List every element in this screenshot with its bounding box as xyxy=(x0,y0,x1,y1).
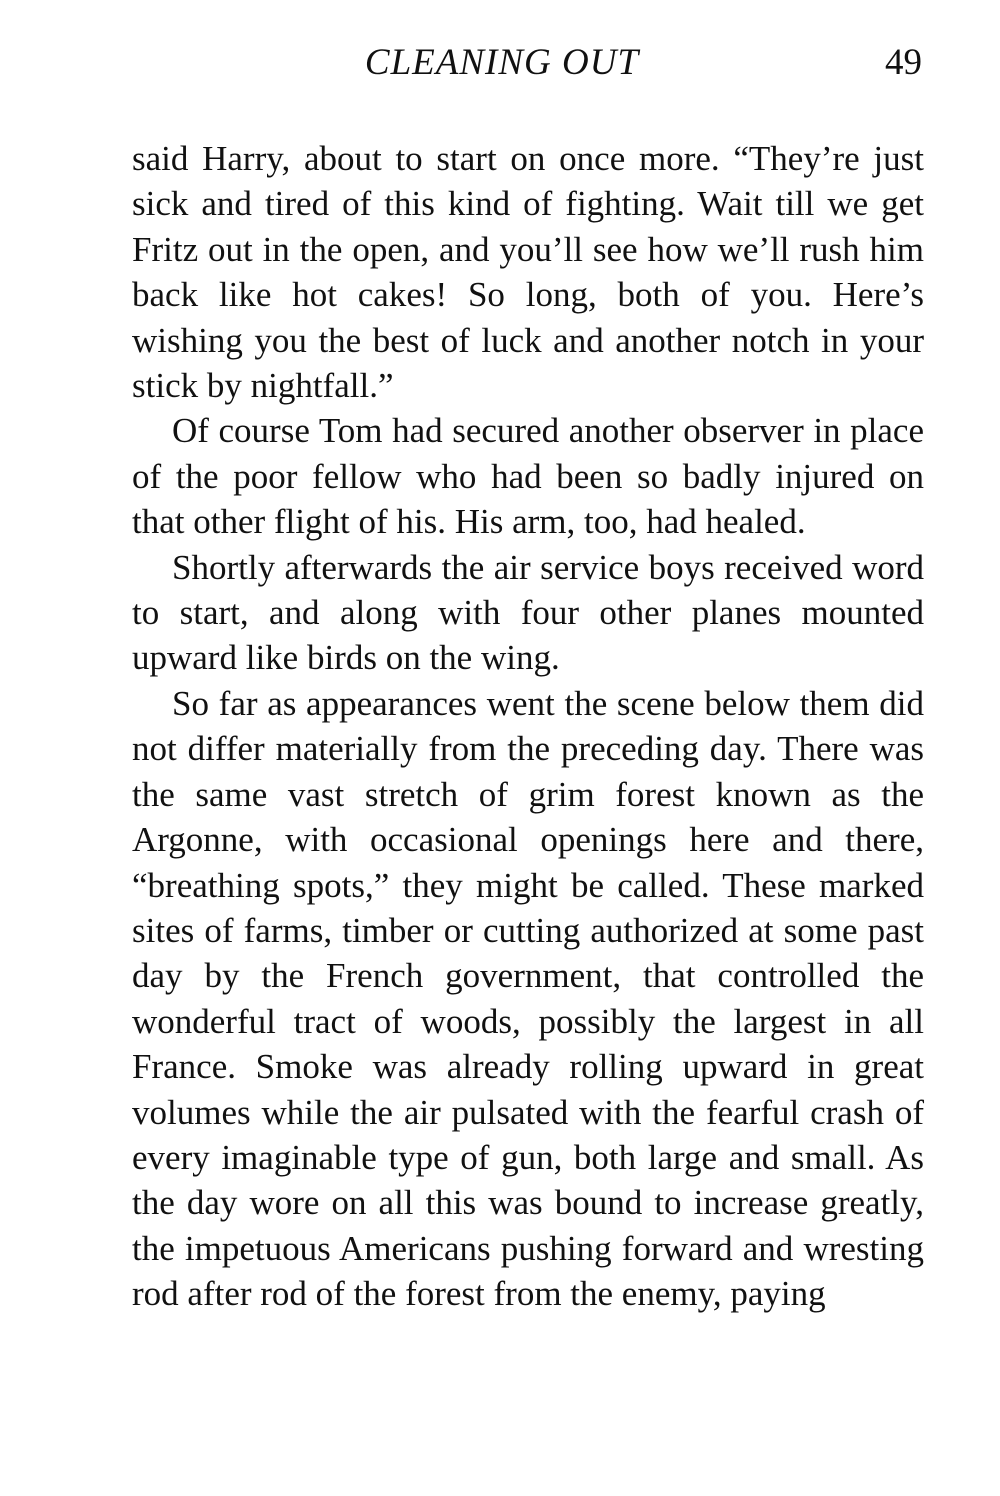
paragraph: Of course Tom had secured another observer in place of the poor fellow who had been so badly injured on that other flight of his. His arm, too, had healed. xyxy=(132,411,924,542)
body-text xyxy=(132,136,924,1317)
paragraph: Shortly afterwards the air service boys received word to start, and along with four other planes mounted upward like birds on the wing. xyxy=(132,547,924,678)
paragraph-continued: said Harry, about to start on once more. “They’re just sick and tired of this kind of fighting. Wait till we get Fritz out in the open, and you’ll see how we’ll rush him back like hot cakes! So long, both of you. Here’s wishing you the best of luck and another notch in your stick by nightfall.” xyxy=(132,139,924,406)
running-title: CLEANING OUT xyxy=(364,42,640,83)
running-head xyxy=(132,38,922,88)
page-number: 49 xyxy=(885,42,922,83)
paragraph: So far as appearances went the scene below them did not differ materially from the preceding day. There was the same vast stretch of grim forest known as the Argonne, with occasional openings here and there, “breathing spots,” they might be called. These marked sites of farms, timber or cutting authorized at some past day by the French government, that controlled the wonderful tract of woods, possibly the largest in all France. Smoke was already rolling upward in great volumes while the air pulsated with the fearful crash of every imaginable type of gun, both large and small. As the day wore on all this was bound to increase greatly, the impetuous Americans pushing forward and wresting rod after rod of the forest from the enemy, paying xyxy=(132,683,924,1314)
